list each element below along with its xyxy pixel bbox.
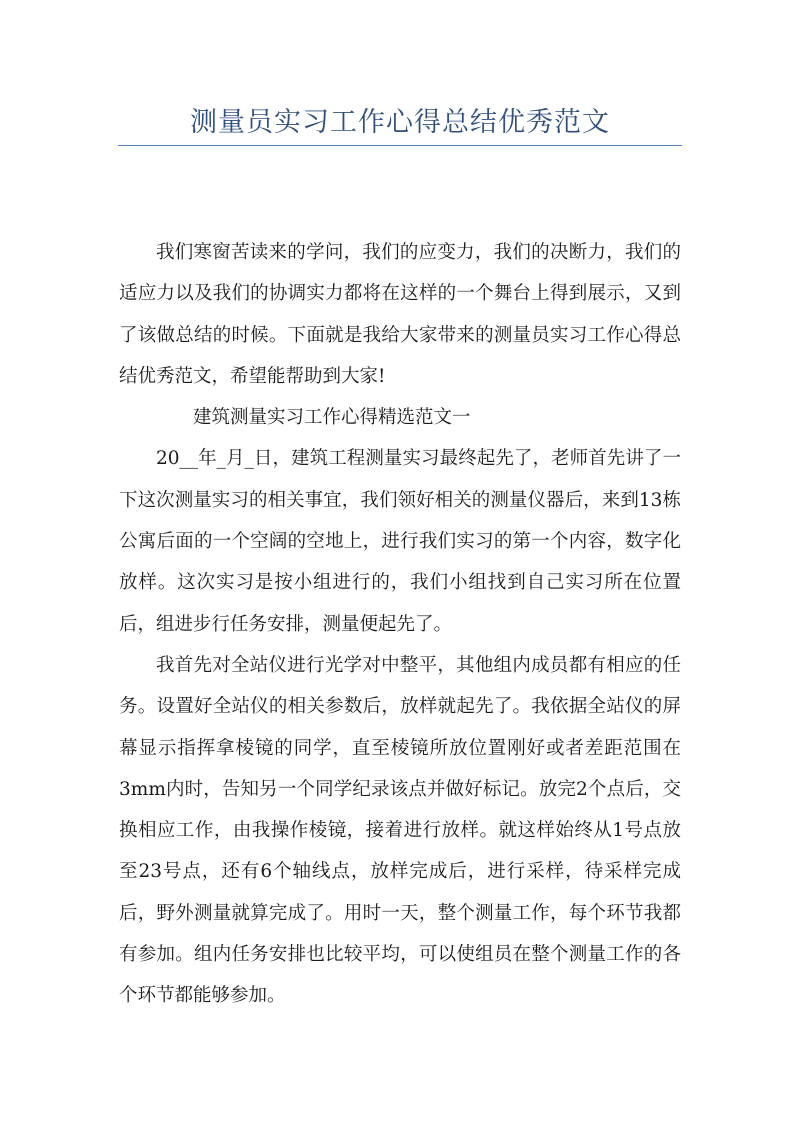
section-heading: 建筑测量实习工作心得精选范文一 (193, 407, 471, 429)
document-title: 测量员实习工作心得总结优秀范文 (190, 107, 610, 138)
document-body (119, 232, 681, 1017)
title-underline (118, 145, 682, 146)
body-paragraph-1: 20__年_月_日，建筑工程测量实习最终起先了，老师首先讲了一下这次测量实习的相关事宜，我们领好相关的测量仪器后，来到13栋公寓后面的一个空阔的空地上，进行我们实习的第一个内容，数字化放样。这次实习是按小组进行的，我们小组找到自己实习所在位置后，组进步行任务安排，测量便起先了。 (119, 448, 681, 635)
body-paragraph-2: 我首先对全站仪进行光学对中整平，其他组内成员都有相应的任务。设置好全站仪的相关参数后，放样就起先了。我依据全站仪的屏幕显示指挥拿棱镜的同学，直至棱镜所放位置刚好或者差距范围在3mm内时，告知另一个同学纪录该点并做好标记。放完2个点后，交换相应工作，由我操作棱镜，接着进行放样。就这样始终从1号点放至23号点，还有6个轴线点，放样完成后，进行采样，待采样完成后，野外测量就算完成了。用时一天，整个测量工作，每个环节我都有参加。组内任务安排也比较平均，可以使组员在整个测量工作的各个环节都能够参加。 (119, 654, 681, 1007)
intro-paragraph: 我们寒窗苦读来的学问，我们的应变力，我们的决断力，我们的适应力以及我们的协调实力都将在这样的一个舞台上得到展示，又到了该做总结的时候。下面就是我给大家带来的测量员实习工作心得总结优秀范文，希望能帮助到大家! (119, 242, 681, 387)
